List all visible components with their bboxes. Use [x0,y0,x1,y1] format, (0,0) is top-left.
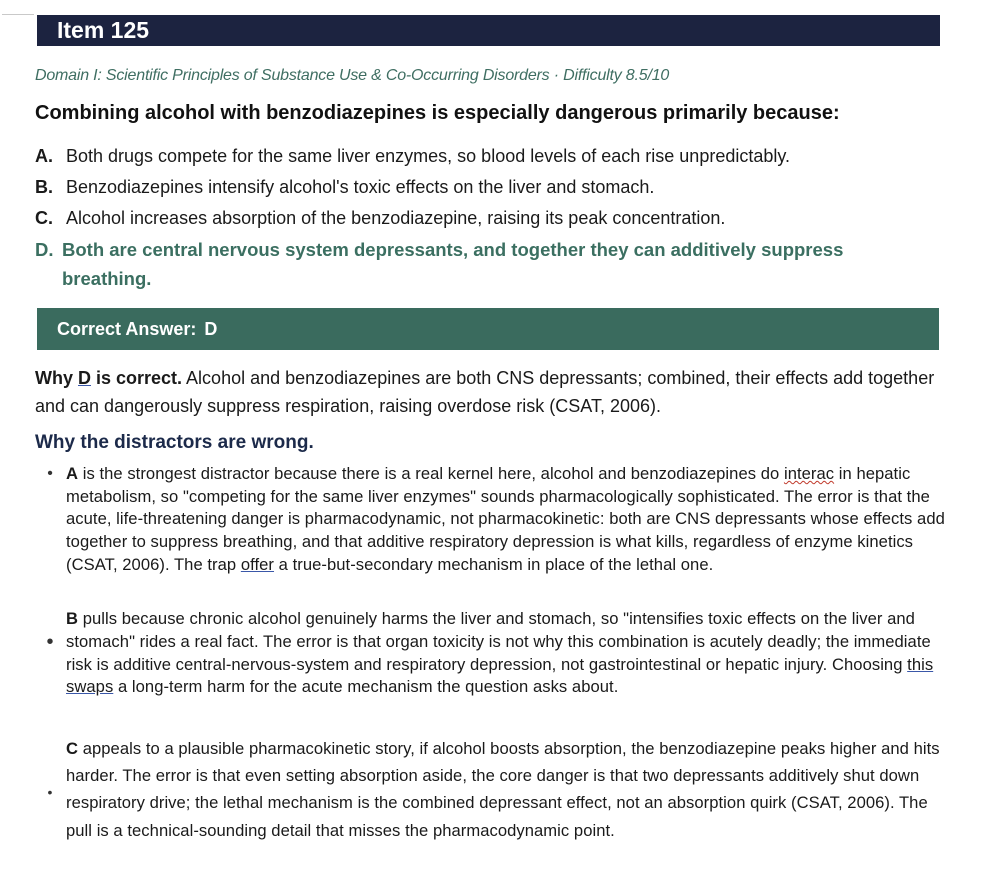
distractor-text-part: a long-term harm for the acute mechanism the question asks about. [113,677,619,697]
why-correct-heading [35,368,182,388]
distractor-c-item [40,735,945,844]
correct-answer-value: D [204,319,218,339]
grammar-flagged-phrase: this swaps [66,654,934,697]
item-title: Item 125 [57,17,150,43]
option-d-correct [35,235,935,293]
spellcheck-flagged-word: interac [783,464,835,483]
option-letter: D. [35,239,54,260]
option-c [35,207,935,229]
correct-answer-bar [37,308,939,350]
grammar-flagged-word: offer [240,554,275,574]
distractor-text-part: is the strongest distractor because there is a real kernel here, alcohol and benzodiazepines do [78,464,784,483]
distractor-letter: B [66,609,79,628]
corner-mark [2,14,34,15]
option-text: Alcohol increases absorption of the benzodiazepine, raising its peak concentration. [66,208,726,228]
option-letter: C. [35,208,53,228]
option-text: Benzodiazepines intensify alcohol's toxic effects on the liver and stomach. [66,177,655,197]
bullet-dot: • [47,784,53,800]
option-letter: A. [35,146,53,166]
distractor-c-text [66,735,945,844]
why-correct-letter: D [78,368,91,388]
distractor-a-item [40,463,945,577]
distractor-a-text [66,463,945,577]
why-correct-prefix: Why [35,368,78,388]
item-header [37,15,940,46]
bullet-dot: • [46,631,54,653]
why-correct-suffix: is correct. [91,368,183,388]
distractor-b-item [40,608,945,699]
why-correct-text: Alcohol and benzodiazepines are both CNS depressants; combined, their effects add together and can dangerously suppress respiration, raising overdose risk (CSAT, 2006). [35,368,935,416]
option-b [35,176,935,198]
distractor-text-part: appeals to a plausible pharmacokinetic story, if alcohol boosts absorption, the benzodiazepine peaks higher and hits harder. The error is that even setting absorption aside, the core danger is that two depressants additively shut down respiratory drive; the lethal mechanism is the combined depressant effect, not an absorption quirk (CSAT, 2006). The pull is a technical-sounding detail that misses the pharmacodynamic point. [66,739,940,840]
option-letter: B. [35,177,53,197]
correct-answer-label: Correct Answer: [57,319,197,339]
option-a [35,145,935,167]
domain-line: Domain I: Scientific Principles of Substance Use & Co-Occurring Disorders · Difficulty 8.5/10 [35,67,670,84]
bullet-dot: • [47,465,53,482]
option-text: Both drugs compete for the same liver enzymes, so blood levels of each rise unpredictably. [66,146,791,166]
distractors-heading: Why the distractors are wrong. [35,432,314,453]
options-list [35,145,935,302]
distractor-letter: C [66,739,79,758]
question-stem: Combining alcohol with benzodiazepines is especially dangerous primarily because: [35,102,840,124]
distractor-text-part: in hepatic metabolism, so "competing for the same liver enzymes" sounds pharmacologically sophisticated. The error is that the acute, life-threatening danger is pharmacodynamic, not pharmacokinetic: both are CNS depressants whose effects add together to suppress breathing, and that additive respiratory depression is what kills, regardless of enzyme kinetics (CSAT, 2006). The trap [66,464,945,574]
distractor-letter: A [66,464,79,483]
distractor-b-text [66,608,945,699]
distractor-text-part: pulls because chronic alcohol genuinely harms the liver and stomach, so "intensifies toxic effects on the liver and stomach" rides a real fact. The error is that organ toxicity is not why this combination is acutely deadly; the immediate risk is additive central-nervous-system and respiratory depression, not gastrointestinal or hepatic injury. Choosing [66,609,931,674]
why-correct-paragraph [35,364,940,420]
option-text: Both are central nervous system depressants, and together they can additively suppress breathing. [62,239,844,289]
distractor-text-part: a true-but-secondary mechanism in place of the lethal one. [274,554,714,574]
